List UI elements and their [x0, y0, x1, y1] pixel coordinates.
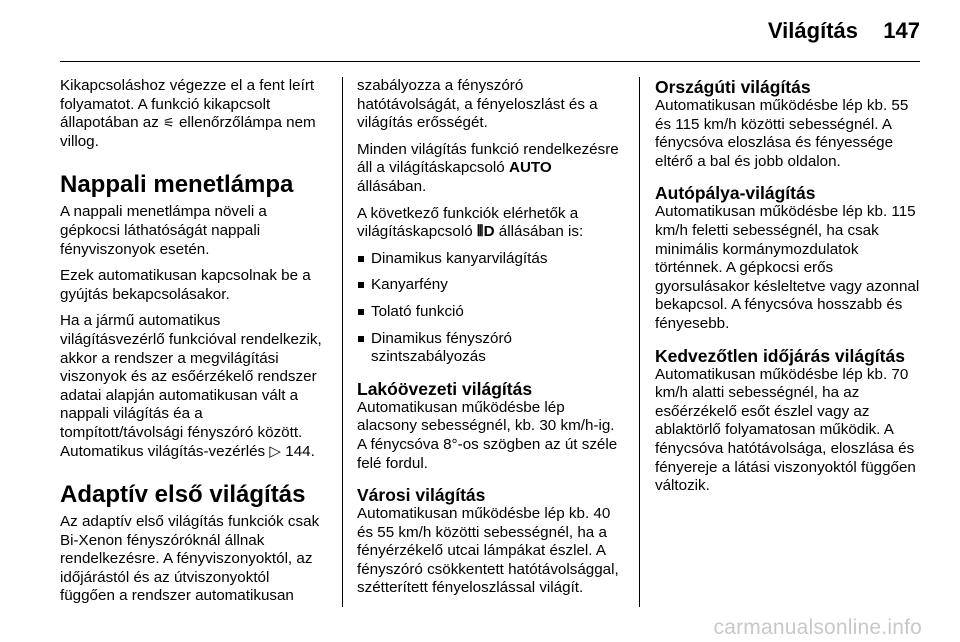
- heading-city-lighting: Városi világítás: [357, 485, 486, 506]
- section-heading-daytime-lights: Nappali menetlámpa: [60, 171, 294, 199]
- list-item: Kanyarfény: [357, 276, 625, 295]
- heading-motorway-lighting: Autópálya-világítás: [655, 183, 816, 204]
- functions-paragraph: A következő funkciók elérhetők a világításkapcsoló ⦀D állásában is:: [357, 204, 584, 241]
- heading-bad-weather-lighting: Kedvezőtlen időjárás világítás: [655, 345, 905, 366]
- heading-country-lighting: Országúti világítás: [655, 77, 811, 97]
- headlight-off-icon: ⚟: [163, 115, 175, 131]
- page-number: 147: [883, 18, 920, 43]
- residential-paragraph: Automatikusan működésbe lép alacsony sebességnél, kb. 30 km/h-ig. A fénycsóva 8°-os szögben az út széle felé fordul.: [357, 398, 618, 472]
- page-title: Világítás: [767, 18, 858, 43]
- column-divider-2: [639, 77, 640, 607]
- header-divider: [60, 61, 920, 62]
- auto-paragraph: Minden világítás funkció rendelkezésre áll a világításkapcsoló AUTO állásában.: [357, 140, 619, 195]
- low-beam-icon: ⦀D: [476, 223, 495, 241]
- city-paragraph: Automatikusan működésbe lép kb. 40 és 55 km/h közötti sebességnél, ha a fényérzékelő utcai lámpákat észlel. A fényszóró csökkentett hatótávolsággal, szétterített fényeloszlással világít.: [357, 505, 619, 597]
- column-divider-1: [342, 77, 343, 607]
- heading-residential-lighting: Lakóövezeti világítás: [357, 378, 533, 399]
- daytime-paragraph-3: Ha a jármű automatikus világításvezérlő funkcióval rendelkezik, akkor a rendszer a megvilágítási viszonyok és az esőérzékelő rendszer adatai alapján automatikusan vált a nappali világítás éa a tompított/távolsági fényszóró között. Automatikus világítás-vezérlés ▷ 144.: [60, 312, 322, 460]
- daytime-paragraph-1: A nappali menetlámpa növeli a gépkocsi láthatóságát nappali fényviszonyok esetén.: [60, 203, 267, 258]
- list-item: Dinamikus fényszóró szintszabályozás: [357, 330, 625, 367]
- column-3: [655, 77, 921, 504]
- page-reference-link[interactable]: ▷ 144.: [269, 442, 315, 460]
- adaptive-paragraph-2: szabályozza a fényszóró hatótávolságát, a fényeloszlást és a világítás erősségét.: [357, 77, 598, 132]
- motorway-paragraph: Automatikusan működésbe lép kb. 115 km/h feletti sebességnél, ha csak minimális kormánymozdulatok történnek. A gépkocsi erős gyorsulásakor késleltetve vagy azonnal bekapcsol. A fénycsóva hosszabb és fényesebb.: [655, 203, 920, 332]
- column-2: [357, 77, 625, 606]
- section-heading-adaptive-lighting: Adaptív első világítás: [60, 481, 306, 509]
- list-item: Tolató funkció: [357, 303, 625, 322]
- intro-paragraph: Kikapcsoláshoz végezze el a fent leírt folyamatot. A funkció kikapcsolt állapotában az ⚟ ellenőrzőlámpa nem villog.: [60, 77, 316, 150]
- auto-label: AUTO: [508, 159, 552, 177]
- weather-paragraph: Automatikusan működésbe lép kb. 70 km/h alatti sebességnél, ha az esőérzékelő esőt észlel vagy az ablaktörlő folyamatosan működik. A fénycsóva hatótávolsága, eloszlása és fényereje a látási viszonyoktól függően változik.: [655, 365, 916, 495]
- daytime-paragraph-2: Ezek automatikusan kapcsolnak be a gyújtás bekapcsolásakor.: [60, 267, 311, 303]
- country-paragraph: Automatikusan működésbe lép kb. 55 és 115 km/h közötti sebességnél. A fénycsóva eloszlása és fényessége eltérő a bal és jobb oldalon.: [655, 97, 909, 170]
- adaptive-paragraph-1: Az adaptív első világítás funkciók csak Bi-Xenon fényszóróknál állnak rendelkezésre. A fényviszonyoktól, az időjárástól és az útviszonyoktól függően a rendszer automatikusan: [60, 513, 320, 605]
- reference-arrow-icon: ▷: [269, 442, 282, 460]
- list-item: Dinamikus kanyarvilágítás: [357, 250, 625, 269]
- watermark-text: carmanualsonline.info: [713, 616, 922, 639]
- function-list: [357, 250, 625, 367]
- column-1: [60, 77, 328, 614]
